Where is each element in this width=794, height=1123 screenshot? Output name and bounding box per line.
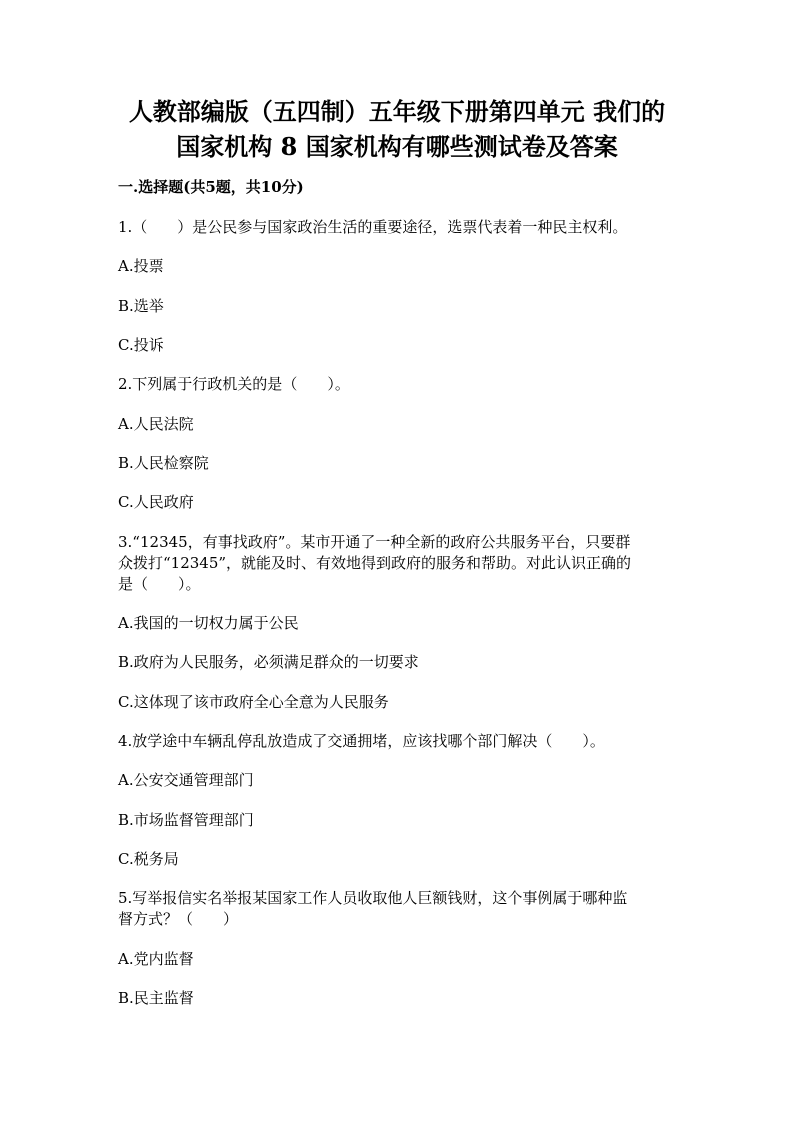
question-2-option-a: A.人民法院 xyxy=(118,415,194,433)
document-title-line-2: 国家机构 8 国家机构有哪些测试卷及答案 xyxy=(176,132,618,161)
question-4-option-b: B.市场监督管理部门 xyxy=(118,811,254,829)
question-5-stem-line-1: 5.写举报信实名举报某国家工作人员收取他人巨额钱财，这个事例属于哪种监 xyxy=(118,889,628,907)
section-heading: 一.选择题(共5题，共10分) xyxy=(118,178,304,196)
document-title xyxy=(60,94,734,164)
question-3-stem-line-1: 3.“12345，有事找政府”。某市开通了一种全新的政府公共服务平台，只要群 xyxy=(118,533,631,551)
question-3-stem-line-2: 众拨打“12345”，就能及时、有效地得到政府的服务和帮助。对此认识正确的 xyxy=(118,554,632,572)
question-5-option-b: B.民主监督 xyxy=(118,989,194,1007)
question-3-option-a: A.我国的一切权力属于公民 xyxy=(118,614,299,632)
question-5-stem-line-2: 督方式？（ ） xyxy=(118,910,239,928)
document-title-line-1: 人教部编版（五四制）五年级下册第四单元 我们的 xyxy=(128,97,666,126)
question-1-stem: 1.（ ）是公民参与国家政治生活的重要途径，选票代表着一种民主权利。 xyxy=(118,218,628,236)
question-2-option-b: B.人民检察院 xyxy=(118,454,209,472)
question-4-option-c: C.税务局 xyxy=(118,850,179,868)
question-1-option-a: A.投票 xyxy=(118,257,164,275)
question-4-stem: 4.放学途中车辆乱停乱放造成了交通拥堵，应该找哪个部门解决（ ）。 xyxy=(118,732,605,750)
question-1-option-c: C.投诉 xyxy=(118,336,164,354)
question-2-stem: 2.下列属于行政机关的是（ ）。 xyxy=(118,375,350,393)
question-5-option-a: A.党内监督 xyxy=(118,950,194,968)
question-3-option-b: B.政府为人民服务，必须满足群众的一切要求 xyxy=(118,653,419,671)
question-4-option-a: A.公安交通管理部门 xyxy=(118,771,254,789)
question-1-option-b: B.选举 xyxy=(118,297,164,315)
question-2-option-c: C.人民政府 xyxy=(118,493,194,511)
question-3-option-c: C.这体现了该市政府全心全意为人民服务 xyxy=(118,693,389,711)
question-3-stem-line-3: 是（ ）。 xyxy=(118,575,201,593)
